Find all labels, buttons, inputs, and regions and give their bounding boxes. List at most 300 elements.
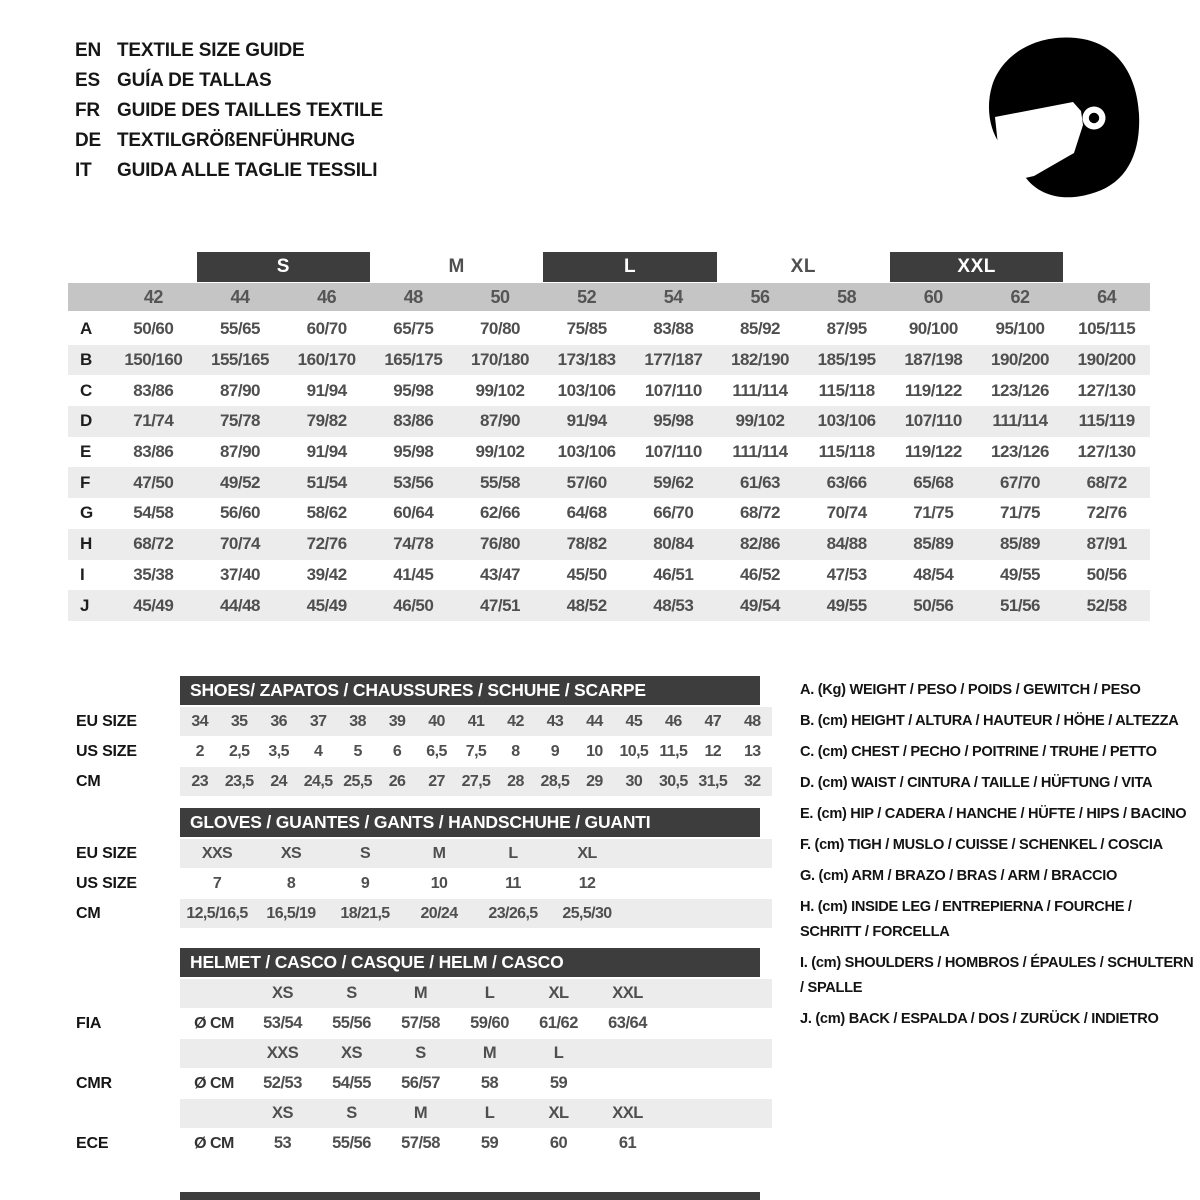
size-value: 105/115 (1078, 319, 1136, 339)
size-value: 170/180 (471, 350, 529, 370)
sub-value: 9 (550, 742, 560, 760)
helmet-size-value: 60 (549, 1134, 568, 1152)
sub-row-eu-size (68, 707, 772, 736)
standard-label: CMR (76, 1074, 112, 1092)
size-column-header: 42 (143, 286, 163, 307)
size-value: 51/54 (306, 472, 347, 492)
helmet-size-value: 54/55 (332, 1074, 371, 1092)
helmet-size-value: 55/56 (332, 1014, 371, 1032)
sub-value: 12 (578, 874, 596, 892)
sub-value: 35 (230, 712, 248, 730)
helmet-size-header: S (346, 984, 357, 1002)
sub-value: 5 (353, 742, 362, 760)
size-value: 58/62 (306, 503, 347, 523)
language-code: ES (75, 70, 100, 91)
sub-value: 47 (704, 712, 722, 730)
language-title-row (75, 66, 383, 96)
helmet-size-header: L (484, 1104, 495, 1122)
sub-value: 39 (388, 712, 406, 730)
size-value: 39/42 (306, 564, 347, 584)
language-title-row (75, 126, 383, 156)
sub-row-us-size (68, 737, 772, 766)
helmet-size-value: 55/56 (332, 1134, 371, 1152)
size-value: 155/165 (211, 350, 269, 370)
helmet-values-row-fia (68, 1009, 772, 1038)
legend-item: C. (cm) CHEST / PECHO / POITRINE / TRUHE / PETTO (800, 744, 1157, 760)
size-value: 83/86 (393, 411, 434, 431)
sub-value: 46 (665, 712, 682, 730)
sub-value: 12 (704, 742, 722, 760)
size-value: 95/98 (393, 442, 434, 462)
sub-row-cm (68, 899, 772, 928)
sub-value: XS (280, 844, 302, 862)
gloves-table (68, 808, 772, 929)
size-value: 45/49 (133, 595, 174, 615)
sub-value: 16,5/19 (266, 904, 316, 922)
measure-row-h (68, 529, 1150, 560)
legend-item: F. (cm) TIGH / MUSLO / CUISSE / SCHENKEL / COSCIA (800, 837, 1163, 853)
language-code: IT (75, 160, 92, 181)
helmet-size-value: 53 (273, 1134, 292, 1152)
guide-title: GUIDA ALLE TAGLIE TESSILI (117, 160, 378, 181)
sub-row-label: CM (76, 772, 101, 790)
legend-item: A. (Kg) WEIGHT / PESO / POIDS / GEWITCH / PESO (800, 682, 1141, 698)
size-column-header: 52 (577, 286, 597, 307)
sub-value: 7 (212, 874, 222, 892)
size-value: 70/74 (219, 534, 261, 554)
size-value: 65/68 (913, 472, 954, 492)
size-value: 60/64 (393, 503, 434, 523)
sub-value: 36 (270, 712, 287, 730)
size-value: 61/63 (739, 472, 781, 492)
measurement-legend (800, 678, 1196, 1038)
size-value: 107/110 (644, 442, 702, 462)
language-title-row (75, 96, 383, 126)
size-value: 160/170 (297, 350, 356, 370)
sub-value: 24,5 (303, 772, 333, 790)
size-value: 41/45 (393, 564, 434, 584)
measurement-rows (68, 314, 1150, 621)
sub-value: 11 (505, 874, 521, 892)
sub-value: 23 (191, 772, 209, 790)
size-value: 47/53 (826, 564, 867, 584)
size-value: 74/78 (393, 534, 434, 554)
size-value: 177/187 (644, 350, 703, 370)
size-value: 182/190 (731, 350, 789, 370)
helmet-size-value: 61 (618, 1134, 637, 1152)
size-value: 82/86 (739, 534, 781, 554)
row-label: I (80, 564, 85, 584)
size-value: 75/78 (219, 411, 261, 431)
size-value: 65/75 (393, 319, 434, 339)
gloves-rows (68, 839, 772, 928)
title-block (75, 36, 383, 186)
size-value: 83/86 (133, 380, 174, 400)
size-value: 83/88 (653, 319, 694, 339)
size-group-header-row (68, 252, 1150, 282)
sub-value: 28,5 (540, 772, 570, 790)
size-value: 123/126 (991, 380, 1049, 400)
guide-title: TEXTILGRÖßENFÜHRUNG (117, 130, 355, 151)
size-column-header: 58 (837, 286, 857, 307)
size-value: 111/114 (732, 442, 788, 462)
size-value: 91/94 (566, 411, 607, 431)
helmet-sizes-row-cmr (68, 1039, 772, 1068)
sub-value: 30 (625, 772, 643, 790)
helmet-size-value: 57/58 (401, 1134, 440, 1152)
size-column-header: 56 (750, 286, 770, 307)
size-value: 46/51 (653, 564, 694, 584)
size-value: 115/119 (1078, 411, 1135, 431)
size-value: 85/92 (739, 319, 781, 339)
measure-row-f (68, 467, 1150, 498)
legend-item: E. (cm) HIP / CADERA / HANCHE / HÜFTE / HIPS / BACINO (800, 806, 1187, 822)
size-column-header: 54 (663, 286, 683, 307)
row-label: C (80, 380, 93, 400)
size-value: 78/82 (566, 534, 607, 554)
size-value: 56/60 (219, 503, 261, 523)
sub-row-label: EU SIZE (76, 712, 137, 730)
helmet-size-header: XXL (612, 1104, 643, 1122)
helmet-size-header: XXS (266, 1044, 299, 1062)
size-value: 119/122 (904, 380, 962, 400)
size-value: 185/195 (817, 350, 876, 370)
language-title-row (75, 36, 383, 66)
sub-value: 8 (511, 742, 520, 760)
size-value: 91/94 (306, 380, 347, 400)
size-value: 103/106 (557, 442, 616, 462)
size-value: 127/130 (1077, 442, 1136, 462)
size-value: 68/72 (1086, 472, 1127, 492)
size-group-xl: XL (790, 256, 816, 277)
row-label: D (80, 411, 93, 431)
size-value: 50/60 (133, 319, 174, 339)
size-value: 71/75 (913, 503, 954, 523)
size-value: 107/110 (644, 380, 702, 400)
size-value: 80/84 (653, 534, 694, 554)
size-value: 62/66 (479, 503, 521, 523)
size-value: 99/102 (735, 411, 785, 431)
helmet-size-value: 59 (480, 1134, 499, 1152)
size-value: 173/183 (557, 350, 616, 370)
language-code: EN (75, 40, 101, 61)
size-value: 95/100 (995, 319, 1045, 339)
sub-value: 3,5 (268, 742, 289, 760)
sub-value: 28 (507, 772, 524, 790)
legend-item: G. (cm) ARM / BRAZO / BRAS / ARM / BRACCIO (800, 868, 1118, 884)
measure-row-g (68, 498, 1150, 529)
size-value: 67/70 (999, 472, 1041, 492)
size-value: 91/94 (306, 442, 347, 462)
sub-value: 34 (191, 712, 209, 730)
legend-item: D. (cm) WAIST / CINTURA / TAILLE / HÜFTUNG / VITA (800, 775, 1153, 791)
size-value: 52/58 (1086, 595, 1127, 615)
helmet-sizes-row-ece (68, 1099, 772, 1128)
legend-item: J. (cm) BACK / ESPALDA / DOS / ZURÜCK / INDIETRO (800, 1011, 1159, 1027)
measure-row-a (68, 314, 1150, 345)
sub-value: 37 (309, 712, 327, 730)
sub-value: 26 (388, 772, 406, 790)
size-value: 111/114 (732, 380, 788, 400)
size-value: 72/76 (306, 534, 347, 554)
measure-row-j (68, 590, 1150, 621)
sub-row-cm (68, 767, 772, 796)
helmet-icon-svg (978, 32, 1143, 204)
size-value: 48/52 (566, 595, 607, 615)
helmet-size-value: 59/60 (470, 1014, 509, 1032)
helmet-size-table (68, 948, 772, 1159)
sub-value: 6,5 (426, 742, 447, 760)
size-value: 47/50 (133, 472, 174, 492)
sub-value: 9 (360, 874, 370, 892)
size-value: 50/56 (1086, 564, 1127, 584)
size-value: 50/56 (913, 595, 954, 615)
size-value: 57/60 (566, 472, 607, 492)
sub-value: 32 (743, 772, 761, 790)
size-value: 46/50 (393, 595, 434, 615)
helmet-size-value: 53/54 (263, 1014, 302, 1032)
size-value: 70/74 (826, 503, 867, 523)
size-value: 35/38 (133, 564, 174, 584)
helmet-icon (978, 32, 1143, 204)
sub-value: 10 (586, 742, 603, 760)
sub-value: 13 (743, 742, 761, 760)
helmet-size-value: 57/58 (401, 1014, 440, 1032)
sub-value: 27 (428, 772, 445, 790)
sub-value: 23,5 (224, 772, 254, 790)
helmet-size-value: 58 (480, 1074, 499, 1092)
size-value: 49/52 (219, 472, 261, 492)
helmet-values-row-cmr (68, 1069, 772, 1098)
sub-value: 43 (546, 712, 564, 730)
empty-cell (180, 979, 248, 1008)
sub-value: 42 (507, 712, 524, 730)
numeric-size-header-row (68, 283, 1150, 311)
size-value: 95/98 (653, 411, 694, 431)
size-value: 49/55 (999, 564, 1041, 584)
size-value: 87/91 (1086, 534, 1127, 554)
size-value: 165/175 (384, 350, 443, 370)
helmet-size-header: XS (271, 1104, 293, 1122)
size-value: 54/58 (133, 503, 174, 523)
size-value: 43/47 (479, 564, 521, 584)
standard-label: FIA (76, 1014, 102, 1032)
helmet-size-header: XS (340, 1044, 362, 1062)
main-size-table (68, 252, 1150, 621)
helmet-size-value: 61/62 (539, 1014, 578, 1032)
diameter-unit: Ø CM (194, 1014, 234, 1032)
size-value: 111/114 (992, 411, 1048, 431)
empty-cell (68, 1099, 180, 1128)
size-column-header: 64 (1097, 286, 1117, 307)
sub-value: 25,5/30 (562, 904, 612, 922)
size-value: 68/72 (739, 503, 781, 523)
sub-value: 24 (270, 772, 287, 790)
helmet-size-value: 63/64 (608, 1014, 647, 1032)
size-group-l: L (543, 252, 716, 282)
sub-value: 30,5 (658, 772, 688, 790)
row-label: G (80, 503, 94, 523)
row-label: E (80, 442, 92, 462)
measure-row-b (68, 345, 1150, 376)
size-value: 49/54 (739, 595, 781, 615)
sub-value: 7,5 (465, 742, 487, 760)
sub-row-label: CM (76, 904, 101, 922)
size-value: 83/86 (133, 442, 174, 462)
diameter-unit: Ø CM (194, 1074, 234, 1092)
size-value: 119/122 (904, 442, 962, 462)
sub-value: 29 (586, 772, 603, 790)
size-value: 90/100 (908, 319, 958, 339)
sub-row-us-size (68, 869, 772, 898)
measure-row-d (68, 406, 1150, 437)
helmet-header-bar: HELMET / CASCO / CASQUE / HELM / CASCO (180, 948, 760, 977)
size-value: 72/76 (1086, 503, 1127, 523)
size-value: 37/40 (219, 564, 261, 584)
size-value: 95/98 (393, 380, 434, 400)
helmet-size-value: 59 (549, 1074, 568, 1092)
size-value: 44/48 (219, 595, 261, 615)
cutoff-next-section-bar (180, 1192, 760, 1200)
size-group-s: S (197, 252, 370, 282)
sub-value: 48 (743, 712, 761, 730)
sub-value: 40 (428, 712, 445, 730)
helmet-size-value: 52/53 (263, 1074, 302, 1092)
size-value: 75/85 (566, 319, 607, 339)
helmet-size-header: S (415, 1044, 426, 1062)
sub-row-label: EU SIZE (76, 844, 137, 862)
sub-value: 6 (392, 742, 402, 760)
size-value: 64/68 (566, 503, 607, 523)
language-code: DE (75, 130, 101, 151)
size-value: 190/200 (991, 350, 1049, 370)
size-value: 59/62 (653, 472, 694, 492)
guide-title: TEXTILE SIZE GUIDE (117, 40, 305, 61)
sub-value: 44 (586, 712, 603, 730)
size-value: 53/56 (393, 472, 434, 492)
helmet-rows (68, 979, 772, 1158)
sub-value: 38 (349, 712, 366, 730)
size-value: 55/65 (219, 319, 261, 339)
measure-row-i (68, 560, 1150, 591)
size-value: 103/106 (557, 380, 616, 400)
legend-item: I. (cm) SHOULDERS / HOMBROS / ÉPAULES / SCHULTERN / SPALLE (800, 955, 1194, 996)
size-value: 87/90 (479, 411, 521, 431)
size-value: 60/70 (306, 319, 347, 339)
sub-value: 10,5 (619, 742, 649, 760)
shoes-table (68, 676, 772, 797)
size-value: 46/52 (739, 564, 781, 584)
helmet-size-header: L (484, 984, 495, 1002)
helmet-size-header: M (482, 1044, 497, 1062)
measure-row-e (68, 437, 1150, 468)
row-label: A (80, 319, 93, 339)
size-column-header: 48 (403, 286, 423, 307)
sub-value: S (359, 844, 371, 862)
helmet-size-header: S (346, 1104, 357, 1122)
size-value: 49/55 (826, 595, 867, 615)
size-group-m: M (448, 256, 465, 277)
sub-value: 23/26,5 (488, 904, 538, 922)
size-value: 103/106 (817, 411, 876, 431)
shoes-header-bar: SHOES/ ZAPATOS / CHAUSSURES / SCHUHE / SCARPE (180, 676, 760, 705)
size-value: 71/75 (999, 503, 1041, 523)
helmet-size-header: XL (548, 984, 569, 1002)
size-value: 68/72 (133, 534, 174, 554)
sub-value: 11,5 (659, 742, 688, 760)
legend-item: H. (cm) INSIDE LEG / ENTREPIERNA / FOURCHE / SCHRITT / FORCELLA (800, 899, 1132, 940)
size-value: 85/89 (999, 534, 1041, 554)
row-label: J (80, 595, 90, 615)
size-value: 107/110 (904, 411, 962, 431)
row-label: F (80, 472, 91, 492)
size-value: 150/160 (124, 350, 183, 370)
sub-value: 4 (313, 742, 323, 760)
size-value: 115/118 (818, 442, 875, 462)
sub-value: 10 (430, 874, 448, 892)
legend-item: B. (cm) HEIGHT / ALTURA / HAUTEUR / HÖHE / ALTEZZA (800, 713, 1179, 729)
size-value: 45/49 (306, 595, 347, 615)
sub-row-label: US SIZE (76, 742, 137, 760)
sub-value: XXS (201, 844, 233, 862)
sub-value: 8 (286, 874, 296, 892)
helmet-size-header: M (413, 1104, 428, 1122)
size-column-header: 46 (317, 286, 337, 307)
sub-value: 2 (195, 742, 204, 760)
sub-value: 20/24 (420, 904, 458, 922)
size-value: 87/90 (219, 442, 261, 462)
helmet-size-header: L (553, 1044, 564, 1062)
size-value: 47/51 (479, 595, 521, 615)
sub-value: 25,5 (343, 772, 372, 790)
row-label: H (80, 534, 93, 554)
sub-value: 12,5/16,5 (186, 904, 248, 922)
size-column-header: 60 (923, 286, 943, 307)
language-code: FR (75, 100, 100, 121)
sub-value: XL (577, 844, 597, 862)
helmet-size-header: M (413, 984, 428, 1002)
size-value: 48/54 (913, 564, 954, 584)
sub-value: 18/21,5 (340, 904, 390, 922)
size-value: 84/88 (826, 534, 867, 554)
size-value: 71/74 (133, 411, 174, 431)
helmet-size-header: XS (271, 984, 293, 1002)
size-value: 48/53 (653, 595, 694, 615)
sub-value: 31,5 (698, 772, 728, 790)
sub-value: 2,5 (228, 742, 250, 760)
empty-cell (180, 1099, 248, 1128)
language-title-row (75, 156, 383, 186)
corner-cell (68, 283, 110, 311)
helmet-size-header: XL (548, 1104, 569, 1122)
size-value: 70/80 (479, 319, 521, 339)
size-column-header: 50 (490, 286, 510, 307)
sub-value: 41 (467, 712, 485, 730)
size-column-header: 44 (230, 286, 250, 307)
size-value: 76/80 (479, 534, 521, 554)
sub-row-label: US SIZE (76, 874, 137, 892)
size-value: 190/200 (1077, 350, 1136, 370)
size-value: 51/56 (999, 595, 1041, 615)
size-value: 45/50 (566, 564, 607, 584)
size-column-header: 62 (1010, 286, 1030, 307)
empty-cell (180, 1039, 248, 1068)
empty-cell (68, 1039, 180, 1068)
guide-title: GUIDE DES TAILLES TEXTILE (117, 100, 383, 121)
size-value: 85/89 (913, 534, 954, 554)
guide-title: GUÍA DE TALLAS (117, 70, 272, 91)
size-value: 123/126 (991, 442, 1049, 462)
